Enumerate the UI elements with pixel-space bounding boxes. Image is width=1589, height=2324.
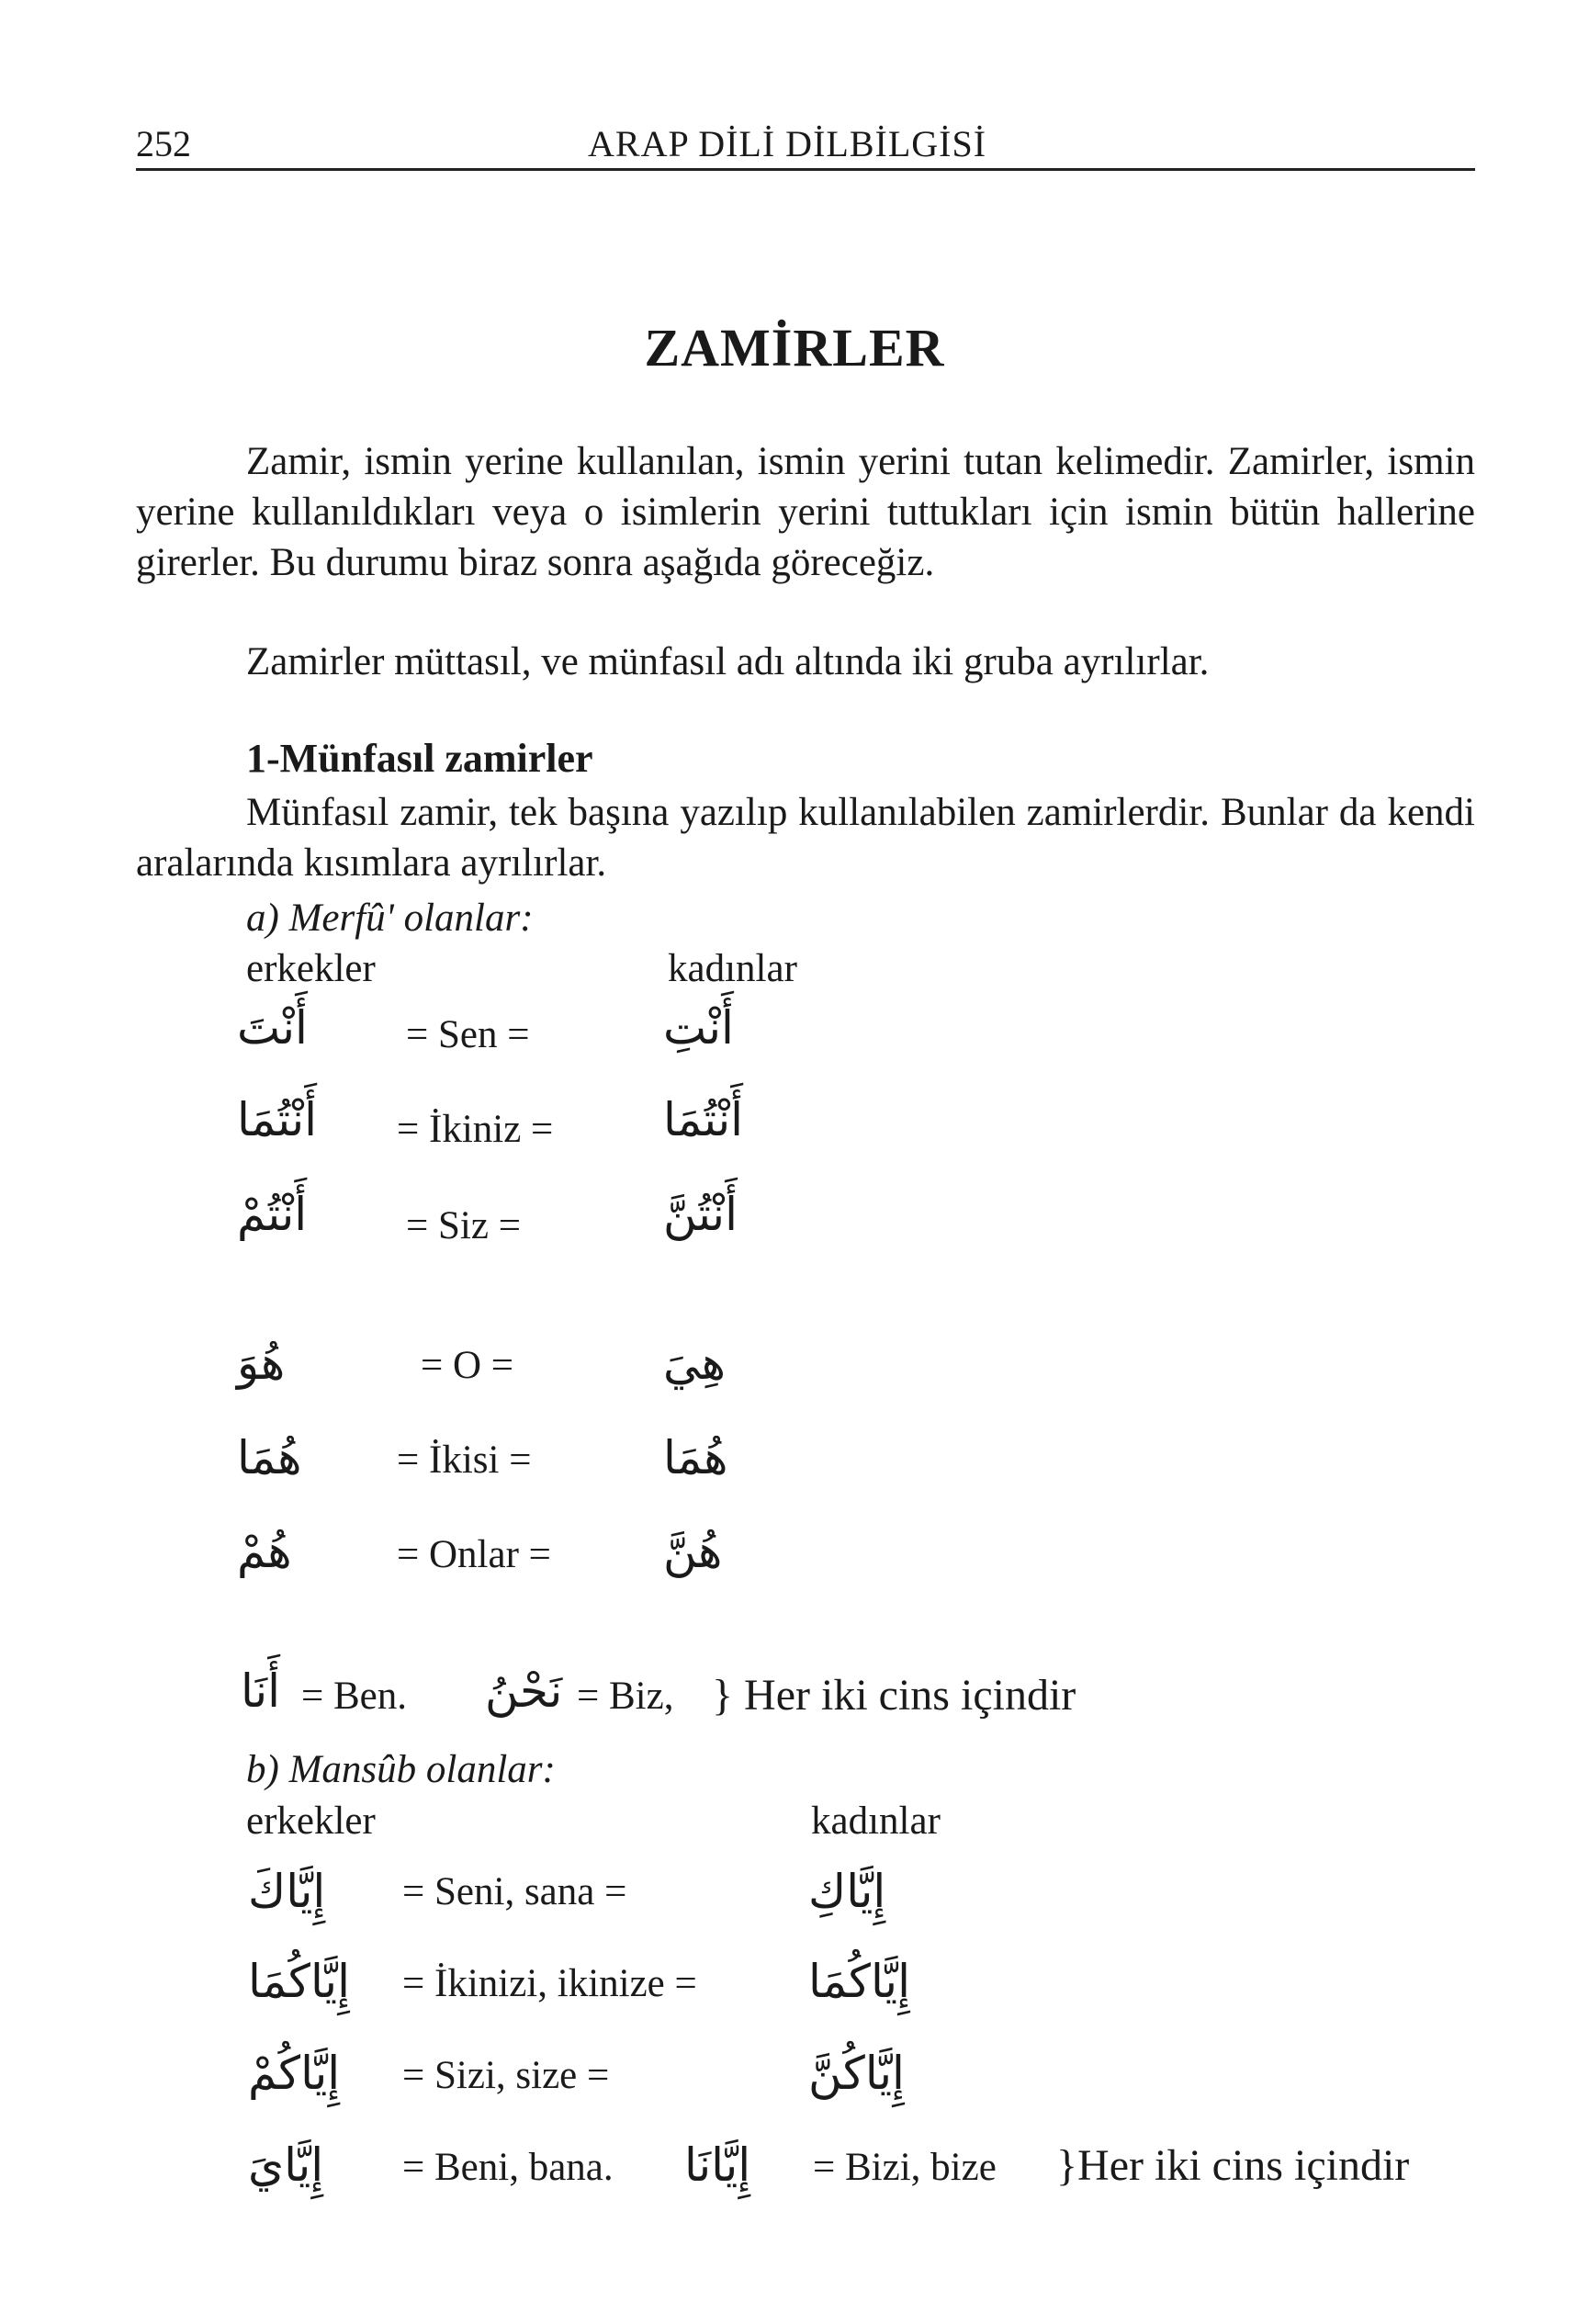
pronoun-meaning: = O = [421,1344,514,1387]
pronoun-meaning: = Ben. [301,1675,408,1718]
arabic-pronoun-masc: أَنْتُمَا [237,1093,318,1146]
subheading-merfu: a) Merfû' olanlar: [246,897,534,940]
pronoun-meaning: = İkinizi, ikinize = [402,1962,697,2005]
column-header-feminine: kadınlar [668,947,797,990]
arabic-pronoun-fem: إِيَّاكِ [808,1865,886,1918]
both-genders-note: } Her iki cins içindir [712,1671,1076,1720]
arabic-pronoun-fem: أَنْتِ [663,1001,734,1055]
section-paragraph: Münfasıl zamir, tek başına yazılıp kullanılabilen zamirlerdir. Bunlar da kendi aralarında kısımlara ayrılırlar. [136,791,1475,885]
column-header-masculine: erkekler [246,1799,376,1843]
column-header-feminine: kadınlar [811,1799,941,1843]
arabic-pronoun-fem: هُنَّ [663,1525,723,1578]
intro-paragraph-1: Zamir, ismin yerine kullanılan, ismin yerini tutan kelimedir. Zamirler, ismin yerine kullanıldıkları veya o isimlerin yerini tuttukları için ismin bütün hallerine girerler. Bu durumu biraz sonra aşağıda göreceğiz. [136,440,1475,584]
arabic-pronoun-masc: هُوَ [237,1337,286,1390]
intro-paragraph-2: Zamirler müttasıl, ve münfasıl adı altında iki gruba ayrılırlar. [246,640,1210,683]
arabic-pronoun-masc: إِيَّاكَ [248,1865,326,1918]
pronoun-meaning: = Siz = [406,1204,521,1247]
arabic-pronoun-masc: أَنْتَ [237,1001,308,1055]
arabic-pronoun-nahnu: نَحْنُ [485,1664,563,1718]
pronoun-meaning: = Sen = [406,1013,530,1056]
pronoun-meaning: = Beni, bana. [402,2146,614,2189]
page-number: 252 [136,123,191,164]
pronoun-meaning: = İkisi = [397,1438,532,1482]
arabic-pronoun-fem: إِيَّاكُمَا [808,1955,910,2008]
pronoun-meaning: = Bizi, bize [813,2146,997,2189]
arabic-pronoun-masc: أَنْتُمْ [237,1188,308,1241]
page-title: ZAMİRLER [644,318,945,378]
pronoun-meaning: = Seni, sana = [402,1870,627,1913]
running-title: ARAP DİLİ DİLBİLGİSİ [588,123,987,164]
pronoun-meaning: = İkiniz = [397,1108,554,1151]
arabic-pronoun-iyyana: إِيَّانَا [684,2138,751,2192]
arabic-pronoun-masc: إِيَّاكُمَا [248,1955,350,2008]
section-heading-munfasil: 1-Münfasıl zamirler [246,736,593,781]
arabic-pronoun-masc: هُمَا [237,1431,302,1484]
arabic-pronoun-fem: هِيَ [663,1337,727,1390]
arabic-pronoun-ana: أَنَا [241,1664,281,1718]
arabic-pronoun-fem: أَنْتُمَا [663,1093,744,1146]
pronoun-meaning: = Biz, [577,1675,674,1718]
arabic-pronoun-fem: إِيَّاكُنَّ [808,2047,905,2100]
arabic-pronoun-masc: إِيَّاكُمْ [248,2047,341,2100]
arabic-pronoun-masc: هُمْ [237,1525,292,1578]
both-genders-note: }Her iki cins içindir [1056,2141,1410,2190]
column-header-masculine: erkekler [246,947,376,990]
arabic-pronoun-fem: هُمَا [663,1431,728,1484]
arabic-pronoun-fem: أَنْتُنَّ [663,1188,738,1241]
pronoun-meaning: = Sizi, size = [402,2054,610,2097]
arabic-pronoun-iyyaya: إِيَّايَ [248,2138,324,2192]
pronoun-meaning: = Onlar = [397,1533,551,1576]
header-rule [136,168,1475,171]
subheading-mansub: b) Mansûb olanlar: [246,1748,556,1791]
